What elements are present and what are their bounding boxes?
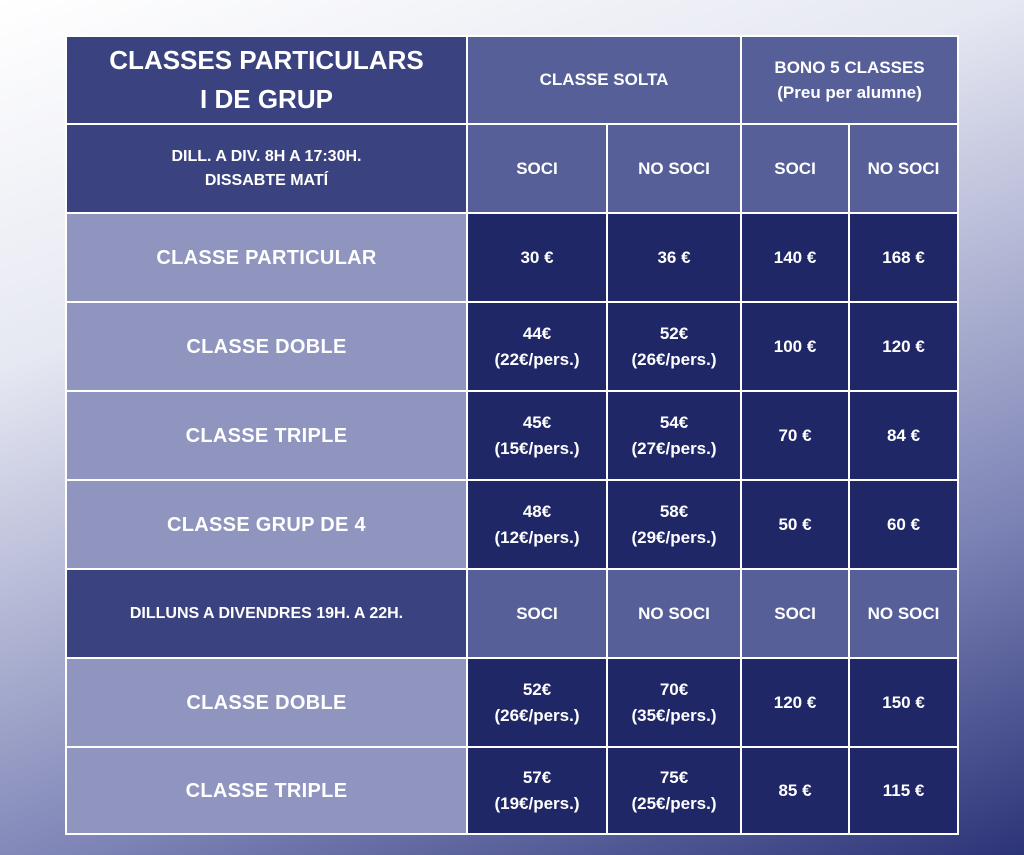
- price-bono-soci: 100 €: [741, 302, 849, 391]
- col-header-bono: BONO 5 CLASSES (Preu per alumne): [741, 36, 958, 124]
- price-bono-soci: 50 €: [741, 480, 849, 569]
- table-title: CLASSES PARTICULARS I DE GRUP: [66, 36, 467, 124]
- price-soci: 52€ (26€/pers.): [467, 658, 607, 747]
- table-row: [66, 391, 958, 480]
- row-label: CLASSE TRIPLE: [66, 747, 467, 834]
- table-row: [66, 747, 958, 834]
- price-bono-soci: 140 €: [741, 213, 849, 302]
- price-soci: 57€ (19€/pers.): [467, 747, 607, 834]
- price-bono-soci: 85 €: [741, 747, 849, 834]
- subheader-bono-soci: SOCI: [741, 569, 849, 658]
- price-bono-no-soci: 84 €: [849, 391, 958, 480]
- row-label: CLASSE PARTICULAR: [66, 213, 467, 302]
- subheader-no-soci: NO SOCI: [607, 569, 741, 658]
- price-bono-soci: 70 €: [741, 391, 849, 480]
- subheader-bono-soci: SOCI: [741, 124, 849, 213]
- price-soci: 45€ (15€/pers.): [467, 391, 607, 480]
- price-no-soci: 75€ (25€/pers.): [607, 747, 741, 834]
- row-label: CLASSE GRUP DE 4: [66, 480, 467, 569]
- row-label: CLASSE DOBLE: [66, 302, 467, 391]
- table-row: [66, 480, 958, 569]
- header-row: [66, 36, 958, 124]
- subheader-no-soci: NO SOCI: [607, 124, 741, 213]
- price-bono-no-soci: 115 €: [849, 747, 958, 834]
- price-no-soci: 52€ (26€/pers.): [607, 302, 741, 391]
- schedule-row-1: [66, 124, 958, 213]
- price-bono-soci: 120 €: [741, 658, 849, 747]
- price-bono-no-soci: 168 €: [849, 213, 958, 302]
- table-row: [66, 213, 958, 302]
- price-bono-no-soci: 150 €: [849, 658, 958, 747]
- price-soci: 30 €: [467, 213, 607, 302]
- price-no-soci: 54€ (27€/pers.): [607, 391, 741, 480]
- price-no-soci: 36 €: [607, 213, 741, 302]
- row-label: CLASSE TRIPLE: [66, 391, 467, 480]
- subheader-bono-no-soci: NO SOCI: [849, 124, 958, 213]
- table-row: [66, 302, 958, 391]
- schedule-label-1: DILL. A DIV. 8H A 17:30H. DISSABTE MATÍ: [66, 124, 467, 213]
- subheader-soci: SOCI: [467, 124, 607, 213]
- subheader-soci: SOCI: [467, 569, 607, 658]
- schedule-row-2: [66, 569, 958, 658]
- subheader-bono-no-soci: NO SOCI: [849, 569, 958, 658]
- schedule-label-2: DILLUNS A DIVENDRES 19H. A 22H.: [66, 569, 467, 658]
- price-soci: 48€ (12€/pers.): [467, 480, 607, 569]
- price-no-soci: 58€ (29€/pers.): [607, 480, 741, 569]
- table-row: [66, 658, 958, 747]
- price-bono-no-soci: 120 €: [849, 302, 958, 391]
- price-table: [65, 35, 959, 835]
- price-soci: 44€ (22€/pers.): [467, 302, 607, 391]
- col-header-classe-solta: CLASSE SOLTA: [467, 36, 741, 124]
- price-bono-no-soci: 60 €: [849, 480, 958, 569]
- row-label: CLASSE DOBLE: [66, 658, 467, 747]
- price-no-soci: 70€ (35€/pers.): [607, 658, 741, 747]
